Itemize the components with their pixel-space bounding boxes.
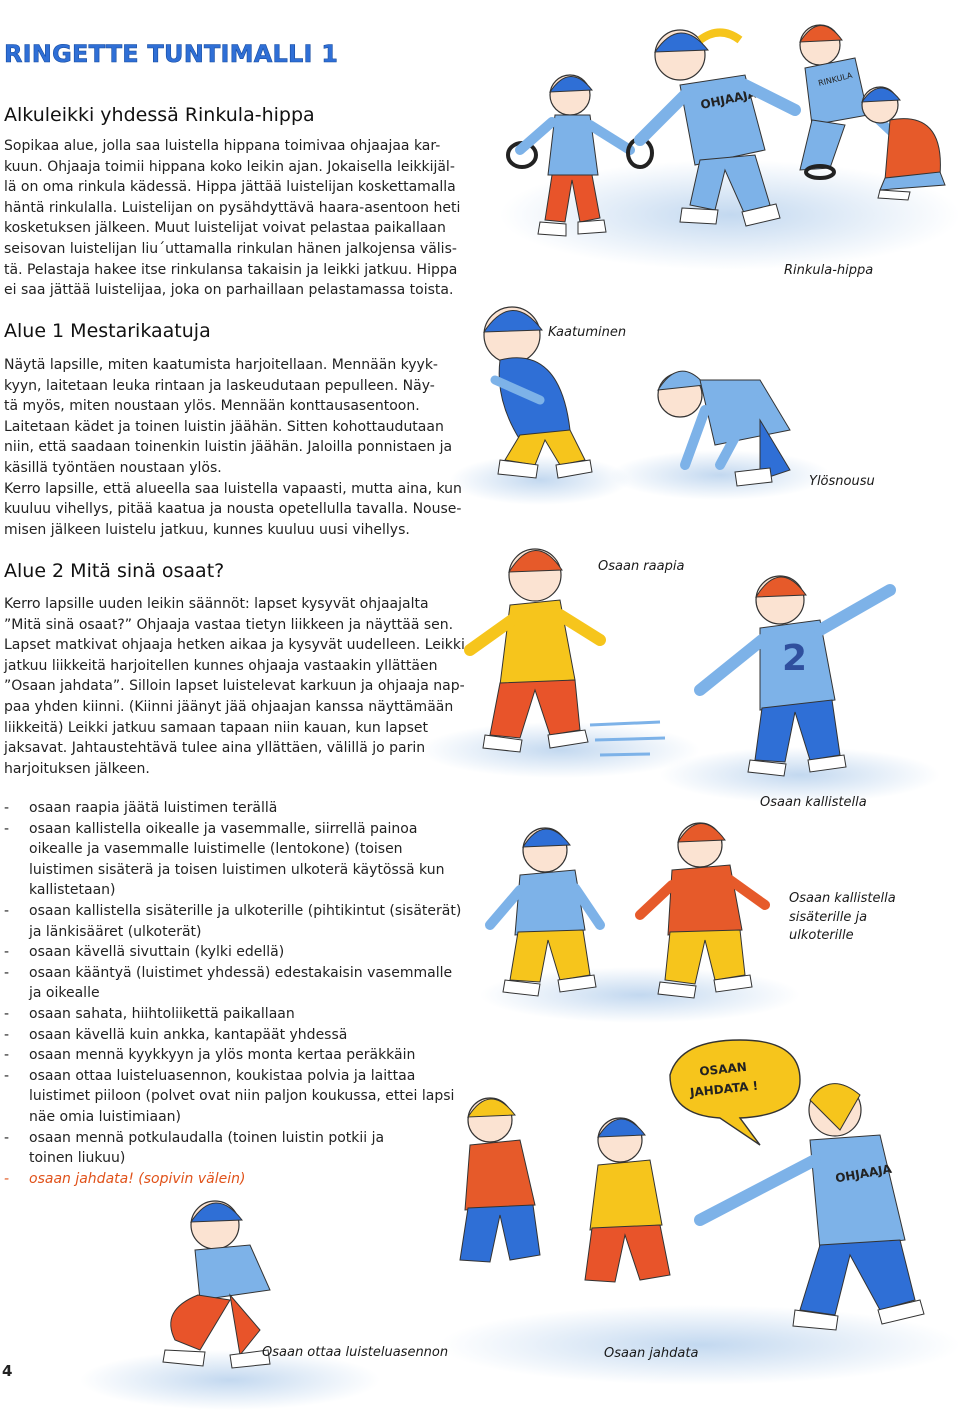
list-dash: - (4, 1129, 10, 1146)
text-line: käsillä työntäen noustaan ylös. (4, 459, 222, 476)
jersey-number: 2 (782, 638, 808, 679)
text-line: kuun. Ohjaaja toimii hippana koko leikin ajan. Jokaisella leikkijäl- (4, 158, 455, 175)
text-line: jaksavat. Jahtaustehtävä tulee aina yllättäen, välillä jo parin (4, 740, 426, 757)
list-item-line: osaan jahdata! (sopivin välein) (29, 1170, 246, 1187)
list-item (4, 901, 462, 942)
caption-osaan-kallistella: Osaan kallistella (760, 795, 867, 810)
text-line: liikkeitä) Leikki jatkuu samaan tapaan niin kauan, kun lapset (4, 719, 429, 736)
illustration-osaan-kallistella (700, 576, 890, 776)
list-item-line: oikealle ja vasemmalle luistimelle (lentokone) (toisen (29, 841, 403, 858)
caption-osaan-kallistella-sisaterille (789, 890, 896, 946)
list-item-line: osaan mennä kyykkyyn ja ylös monta kertaa peräkkäin (29, 1047, 416, 1064)
ice-shadow (450, 455, 630, 505)
list-item (4, 1004, 462, 1025)
list-dash: - (4, 820, 10, 837)
list-item-line: luistimet piiloon (polvet ovat niin paljon koukussa, ettei lapsi (29, 1088, 455, 1105)
list-item-line: osaan kävellä sivuttain (kylki edellä) (29, 944, 285, 961)
illustration-osaan-raapia (470, 549, 665, 755)
list-item-line: toinen liukuu) (29, 1150, 126, 1167)
list-item-line: osaan sahata, hiihtoliikettä paikallaan (29, 1005, 295, 1022)
caption-ylosnousu: Ylösnousu (809, 474, 875, 489)
list-dash: - (4, 1067, 10, 1084)
text-line: kyyn, laitetaan leuka rintaan ja laskeudutaan pepulleen. Näy- (4, 377, 435, 394)
section-heading-alue-2: Alue 2 Mitä sinä osaat? (4, 560, 225, 582)
caption-kaatuminen: Kaatuminen (548, 325, 627, 340)
list-dash: - (4, 902, 10, 919)
text-line: kosketuksen jälkeen. Muut luistelijat voivat pelastaa paikallaan (4, 220, 446, 237)
text-line: harjoituksen jälkeen. (4, 760, 150, 777)
list-item (4, 963, 462, 1004)
list-item-line: osaan kallistella oikealle ja vasemmalle, siirrellä painoa (29, 820, 418, 837)
speech-bubble-line-1: OSAAN (698, 1059, 748, 1079)
text-line: tä. Pelastaja hakee itse rinkulansa takaisin ja leikki jatkuu. Hippa (4, 261, 458, 278)
illustration-osaan-jahdata (460, 1040, 924, 1330)
text-line: Kerro lapsille, että alueella saa luistella vapaasti, mutta aina, kun (4, 480, 462, 497)
text-line: häntä rinkulalla. Luistelijan on pysähdyttävä haara-asentoon heti (4, 199, 461, 216)
list-item (4, 1045, 462, 1066)
caption-osaan-jahdata: Osaan jahdata (604, 1346, 699, 1361)
list-dash: - (4, 1047, 10, 1064)
text-line: Lapset matkivat ohjaaja hetken aikaa ja kysyvät uudelleen. Leikki (4, 637, 465, 654)
text-line: ei saa jättää luistelijaa, joka on parhaillaan pelastamassa toista. (4, 282, 454, 299)
list-item-line: kallistetaan) (29, 882, 116, 899)
list-dash: - (4, 944, 10, 961)
text-line: Kerro lapsille uuden leikin säännöt: lapset kysyvät ohjaajalta (4, 596, 429, 612)
text-line: tä myös, miten noustaan ylös. Mennään konttausasentoon. (4, 398, 420, 415)
list-dash: - (4, 1170, 10, 1187)
list-dash: - (4, 1026, 10, 1043)
list-item (4, 1025, 462, 1046)
list-item-line: osaan raapia jäätä luistimen terällä (29, 800, 278, 816)
text-line: misen jälkeen luistelu jatkuu, kunnes kuuluu uusi vihellys. (4, 521, 410, 538)
list-item-line: osaan ottaa luisteluasennon, koukistaa polvia ja laittaa (29, 1067, 416, 1084)
text-line: lä on oma rinkula kädessä. Hippa jättää luistelijan koskettamalla (4, 179, 456, 196)
illustration-osaan-ottaa-luisteluasennon (163, 1201, 270, 1368)
list-item-line: ja oikealle (29, 985, 100, 1002)
section-text-alue-2 (4, 594, 465, 779)
list-dash: - (4, 800, 10, 816)
text-line: niin, että saadaan toinenkin luistin jäähän. Jaloilla ponnistaen ja (4, 439, 453, 456)
list-item-highlight (4, 1169, 462, 1190)
text-line: Sopikaa alue, jolla saa luistella hippana toimivaa ohjaajaa kar- (4, 138, 441, 154)
jersey-text-rinkula: RINKULA (817, 70, 854, 88)
list-item (4, 942, 462, 963)
text-line: Laitetaan kädet ja toinen luistin jäähän. Sitten kohottaudutaan (4, 418, 444, 435)
caption-line: ulkoterille (789, 928, 854, 943)
text-line: ”Mitä sinä osaat?” Ohjaaja vastaa tietyn liikkeen ja näyttää sen. (4, 616, 454, 633)
page-title: RINGETTE TUNTIMALLI 1 (4, 40, 339, 68)
list-item (4, 1066, 462, 1128)
section-text-alue-1 (4, 355, 462, 540)
text-line: seisovan luistelijan liu´uttamalla rinkulan hänen jalkojensa välis- (4, 240, 457, 257)
caption-osaan-ottaa-luisteluasennon: Osaan ottaa luisteluasennon (262, 1345, 449, 1360)
section-heading-alkuleikki: Alkuleikki yhdessä Rinkula-hippa (4, 104, 315, 126)
page-number: 4 (2, 1362, 13, 1380)
list-item-line: osaan mennä potkulaudalla (toinen luistin potkii ja (29, 1129, 385, 1146)
caption-rinkula-hippa: Rinkula-hippa (784, 263, 874, 278)
list-item-line: luistimen sisäterä ja toisen luistimen ulkoterä käytössä kun (29, 861, 445, 878)
speech-bubble-line-2: JAHDATA ! (689, 1078, 759, 1100)
list-item (4, 1128, 462, 1169)
section-text-alkuleikki (4, 136, 462, 301)
list-item-line: näe omia luistimiaan) (29, 1108, 181, 1125)
jersey-text-ohjaaja-2: OHJAAJA (834, 1161, 893, 1186)
text-line: Näytä lapsille, miten kaatumista harjoitellaan. Mennään kyyk- (4, 357, 438, 373)
text-line: paa yhden kiinni. (Kiinni jäänyt jää ohjaajan kanssa näyttämään (4, 698, 454, 715)
text-line: jatkuu liikkeitä harjoitellen kunnes ohjaaja vastaakin yllättäen (4, 657, 438, 674)
list-item (4, 819, 462, 901)
caption-osaan-raapia: Osaan raapia (598, 559, 685, 574)
list-dash: - (4, 964, 10, 981)
list-item-line: ja länkisääret (ulkoterät) (29, 923, 202, 940)
list-item-line: osaan kallistella sisäterille ja ulkoterille (pihtikintut (sisäterät) (29, 902, 462, 919)
list-item-line: osaan kääntyä (luistimet yhdessä) edestakaisin vasemmalle (29, 964, 453, 981)
caption-line: Osaan kallistella (789, 891, 896, 906)
jersey-text-ohjaaja: OHJAAJA (699, 86, 758, 112)
text-line: ”Osaan jahdata”. Silloin lapset luistelevat karkuun ja ohjaaja nap- (4, 678, 465, 695)
caption-line: sisäterille ja (789, 909, 868, 925)
list-dash: - (4, 1005, 10, 1022)
section-heading-alue-1: Alue 1 Mestarikaatuja (4, 320, 211, 342)
list-item-line: osaan kävellä kuin ankka, kantapäät yhdessä (29, 1026, 348, 1043)
skills-list (4, 798, 462, 1189)
text-line: kuuluu vihellys, pitää kaatua ja nousta opetellulla tavalla. Nouse- (4, 501, 462, 518)
list-item (4, 798, 462, 819)
